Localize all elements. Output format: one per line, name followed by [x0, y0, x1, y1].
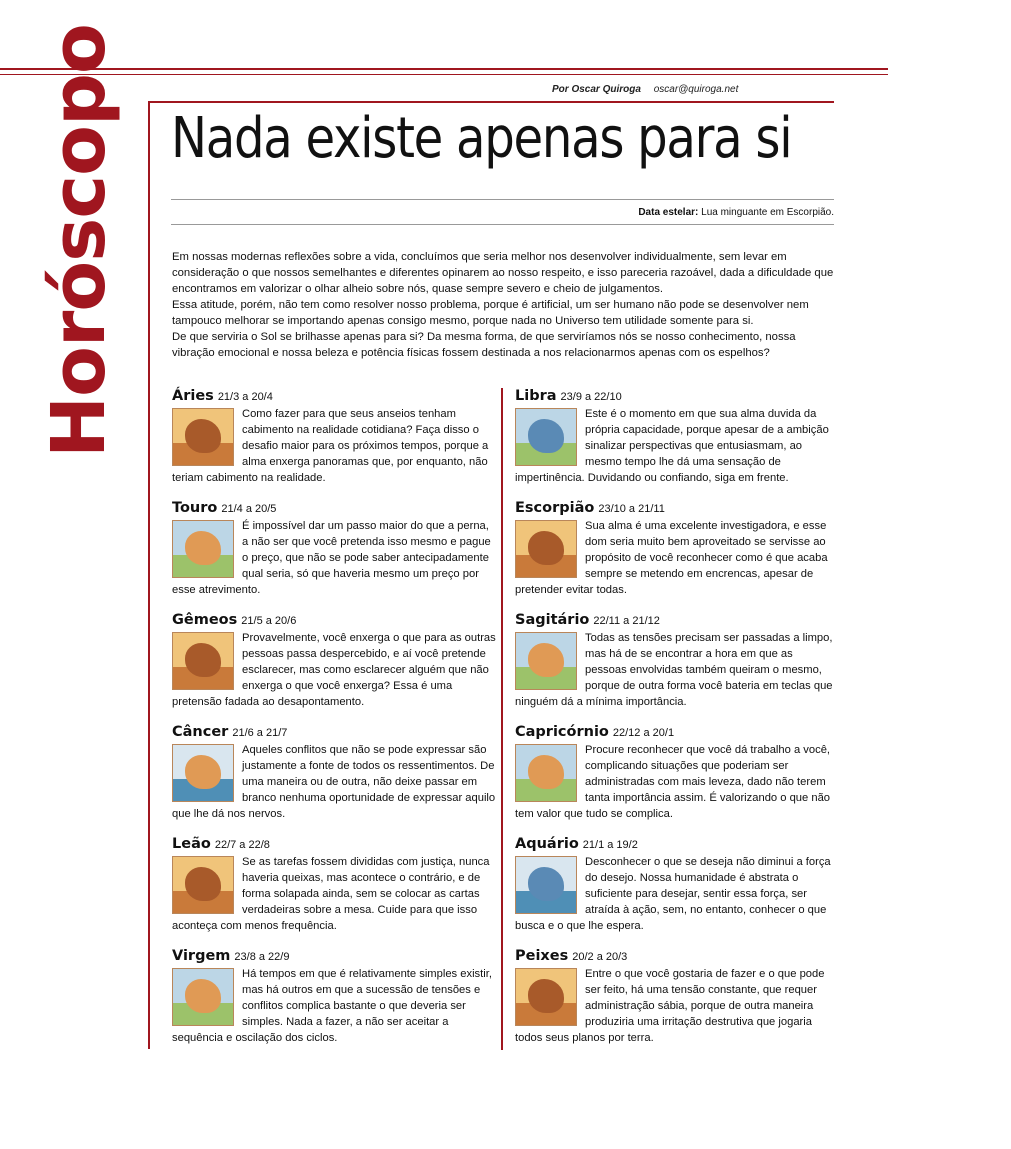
sign-name: Aquário: [515, 836, 579, 852]
sign-taurus: [172, 500, 497, 598]
sign-gemini: [172, 612, 497, 710]
sign-name: Escorpião: [515, 500, 595, 516]
sign-dates: 22/7 a 22/8: [214, 839, 270, 851]
sign-name: Capricórnio: [515, 724, 609, 740]
sign-text: É impossível dar um passo maior do que a perna, a não ser que você pretenda isso mesmo e pague o preço, que não se pode saber antecipadamente qual seria, só que haveria mesmo um preço por esse atrevimento.: [172, 520, 491, 596]
sign-dates: 21/4 a 20/5: [221, 503, 277, 515]
intro-paragraph: De que serviria o Sol se brilhasse apenas para si? Da mesma forma, de que serviríamos nós se nosso conhecimento, nossa vibração emocional e nossa beleza e potência físicas fossem destinada a nos relacionarmos apenas com os espelhos?: [172, 331, 796, 359]
top-rule-thin: [0, 74, 888, 75]
sign-name: Virgem: [172, 948, 231, 964]
sign-name: Gêmeos: [172, 612, 238, 628]
intro-paragraph: Essa atitude, porém, não tem como resolver nosso problema, porque é artificial, um ser humano não pode se desenvolver nem tampouco melhorar se importando apenas consigo mesmo, porque nada no Universo tem utilidade somente para si.: [172, 299, 809, 327]
aquarius-waterbearer-icon: [515, 856, 577, 914]
taurus-bull-icon: [172, 520, 234, 578]
sign-dates: 21/3 a 20/4: [217, 391, 273, 403]
sign-text: Entre o que você gostaria de fazer e o que pode ser feito, há uma tensão constante, que requer administração sábia, porque de outra maneira produziria uma irritação destrutiva que jogaria todos seus planos por terra.: [515, 968, 825, 1044]
byline-email: oscar@quiroga.net: [653, 84, 739, 95]
sign-capricorn: [515, 724, 835, 822]
sign-sagittarius: [515, 612, 835, 710]
sign-text: Procure reconhecer que você dá trabalho a você, complicando situações que poderiam ser administradas com mais leveza, dado não terem tanta importância assim. É valorizando o que não tem valor que tudo se complica.: [515, 744, 831, 820]
frame-left-bar: [148, 101, 150, 1049]
sign-virgo: [172, 948, 497, 1046]
sign-leo: [172, 836, 497, 934]
sign-dates: 22/11 a 21/12: [593, 615, 660, 627]
sign-scorpio: [515, 500, 835, 598]
sign-text: Como fazer para que seus anseios tenham cabimento na realidade cotidiana? Faça disso o desafio maior para os próximos tempos, porque a alma enxerga panoramas que, por enquanto, não teriam cabimento na realidade.: [172, 408, 489, 484]
section-title: [34, 24, 124, 458]
cancer-crab-icon: [172, 744, 234, 802]
leo-lion-icon: [172, 856, 234, 914]
sign-libra: [515, 388, 835, 486]
sign-aquarius: [515, 836, 835, 934]
sign-dates: 22/12 a 20/1: [612, 727, 675, 739]
byline: [552, 84, 738, 95]
frame-top-bar: [148, 101, 834, 103]
sign-aries: [172, 388, 497, 486]
sign-name: Câncer: [172, 724, 229, 740]
sign-name: Peixes: [515, 948, 569, 964]
scorpio-scorpion-icon: [515, 520, 577, 578]
column-divider: [501, 388, 503, 1050]
sign-dates: 21/1 a 19/2: [582, 839, 638, 851]
stardate: [638, 207, 834, 218]
sign-dates: 20/2 a 20/3: [572, 951, 628, 963]
sign-dates: 23/9 a 22/10: [560, 391, 622, 403]
headline-rule-bottom: [171, 224, 834, 225]
sign-dates: 23/8 a 22/9: [234, 951, 290, 963]
sign-text: Se as tarefas fossem divididas com justiça, nunca haveria queixas, mas acontece o contrário, e de forma solapada ainda, sem se colocar as cartas verdadeiras sobre a mesa. Cuide para que isso aconteça com menos frequência.: [172, 856, 490, 932]
sign-text: Desconhecer o que se deseja não diminui a força do desejo. Nossa humanidade é abstrata o suficiente para desejar, sentir essa força, ser atraída à ação, sem, no entanto, conhecer o que busca e o que lhe espera.: [515, 856, 831, 932]
sign-text: Todas as tensões precisam ser passadas a limpo, mas há de se encontrar a hora em que as pessoas envolvidas também queiram o mesmo, porque de outra forma você bateria em teclas que ninguém dá a mínima importância.: [515, 632, 833, 708]
sign-name: Leão: [172, 836, 211, 852]
sign-dates: 21/5 a 20/6: [241, 615, 297, 627]
sign-name: Sagitário: [515, 612, 590, 628]
sign-dates: 23/10 a 21/11: [598, 503, 665, 515]
sagittarius-archer-icon: [515, 632, 577, 690]
top-rule-thick: [0, 68, 888, 70]
sign-name: Áries: [172, 388, 214, 404]
capricorn-goat-icon: [515, 744, 577, 802]
byline-author: Por Oscar Quiroga: [552, 84, 641, 95]
sign-text: Provavelmente, você enxerga o que para as outras pessoas passa despercebido, e aí você pretende esclarecer, mas como esclarecer alguém que não enxerga o que você enxerga? Essa é uma pretensão fadada ao desapontamento.: [172, 632, 496, 708]
sign-text: Há tempos em que é relativamente simples existir, mas há outros em que a sucessão de tensões e conflitos complica bastante o que deveria ser simples. Nada a fazer, a não ser aceitar a sequência e oscilação dos ciclos.: [172, 968, 492, 1044]
pisces-fish-icon: [515, 968, 577, 1026]
headline: Nada existe apenas para si: [171, 106, 792, 171]
intro-text: [172, 249, 834, 361]
sign-pisces: [515, 948, 835, 1046]
intro-paragraph: Em nossas modernas reflexões sobre a vida, concluímos que seria melhor nos desenvolver individualmente, sem levar em consideração o que nossos semelhantes e diferentes opinarem ao nosso respeito, e isso pareceria razoável, dada a dificuldade que encontramos em valorizar o olhar alheio sobre nós, quase sempre severo e cheio de julgamentos.: [172, 251, 834, 295]
sign-text: Sua alma é uma excelente investigadora, e esse dom seria muito bem aproveitado se servisse ao propósito de você reconhecer como é que acaba sempre se metendo em encrencas, apesar de pretender evitar todas.: [515, 520, 828, 596]
stardate-value: Lua minguante em Escorpião.: [701, 207, 834, 218]
sign-cancer: [172, 724, 497, 822]
aries-ram-icon: [172, 408, 234, 466]
headline-rule-top: [171, 199, 834, 200]
gemini-twins-icon: [172, 632, 234, 690]
sign-name: Touro: [172, 500, 218, 516]
sign-name: Libra: [515, 388, 557, 404]
libra-scales-icon: [515, 408, 577, 466]
sign-text: Aqueles conflitos que não se pode expressar são justamente a fonte de todos os ressentimentos. De uma maneira ou de outra, não deixe passar em branco nenhuma oportunidade de expressar aquilo que lhe dá nos nervos.: [172, 744, 496, 820]
sign-text: Este é o momento em que sua alma duvida da própria capacidade, porque apesar de a ambição sinalizar perspectivas que entusiasmam, ao mesmo tempo lhe dá uma sensação de impertinência. Duvidando ou confiando, siga em frente.: [515, 408, 829, 484]
stardate-label: Data estelar:: [638, 207, 699, 218]
virgo-maiden-icon: [172, 968, 234, 1026]
sign-dates: 21/6 a 21/7: [232, 727, 288, 739]
section-title-text: Horóscopo: [36, 24, 122, 458]
